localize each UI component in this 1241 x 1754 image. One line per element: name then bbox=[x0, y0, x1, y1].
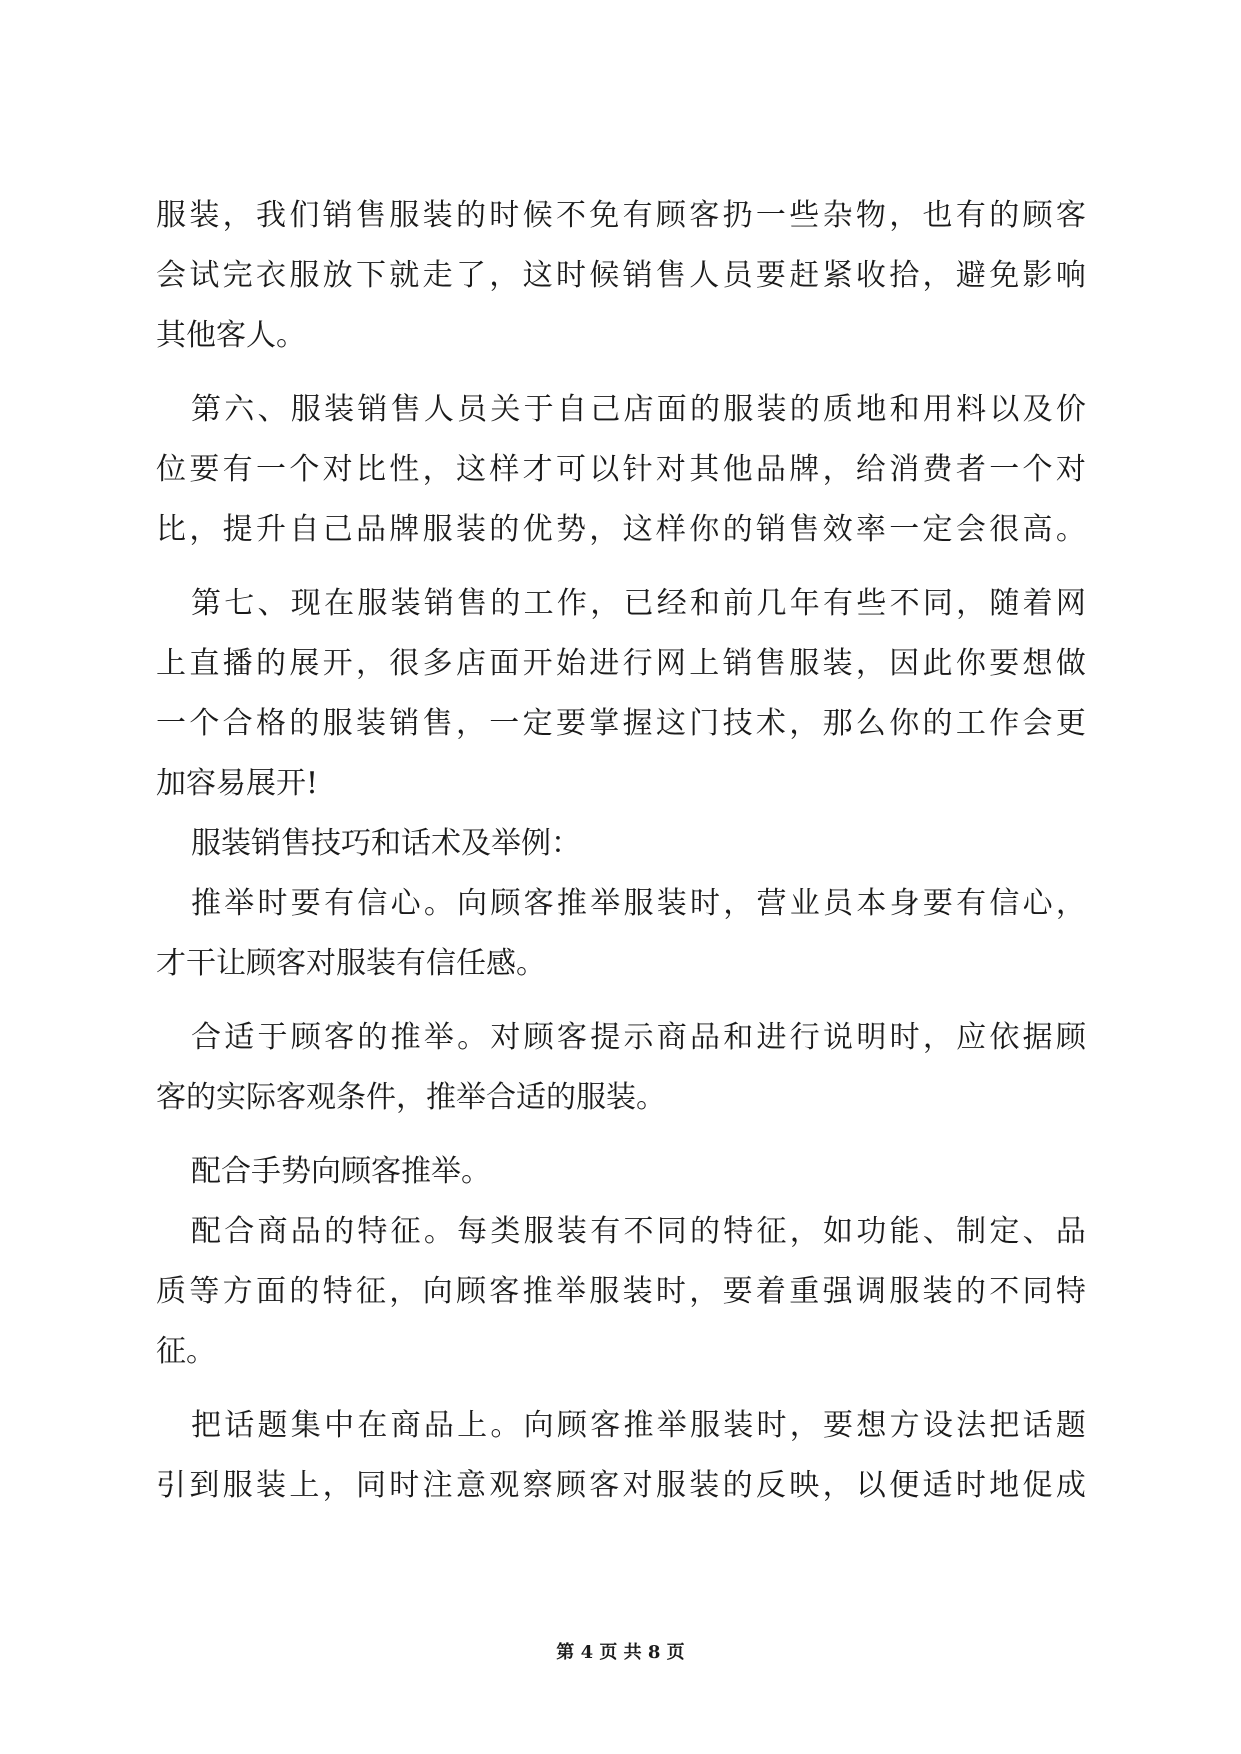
document-body bbox=[156, 186, 1086, 1516]
text-line: 合 适 于 顾 客 的 推 举 。 对 顾 客 提 示 商 品 和 进 行 说 明 时 ， 应 依 据 顾 bbox=[191, 1020, 1086, 1055]
text-line: 引 到 服 装 上 ， 同 时 注 意 观 察 顾 客 对 服 装 的 反 映 ， 以 便 适 时 地 促 成 bbox=[156, 1468, 1086, 1503]
text-line: 加容易展开! bbox=[156, 766, 319, 801]
text-line: 一 个 合 格 的 服 装 销 售 ， 一 定 要 掌 握 这 门 技 术 ， 那 么 你 的 工 作 会 更 bbox=[156, 706, 1086, 741]
text-line: 第 七 、 现 在 服 装 销 售 的 工 作 ， 已 经 和 前 几 年 有 些 不 同 ， 随 着 网 bbox=[191, 586, 1086, 621]
text-line: 客的实际客观条件，推举合适的服装。 bbox=[156, 1080, 666, 1115]
text-line: 配合手势向顾客推举。 bbox=[191, 1154, 491, 1189]
text-line: 位 要 有 一 个 对 比 性 ， 这 样 才 可 以 针 对 其 他 品 牌 ， 给 消 费 者 一 个 对 bbox=[156, 452, 1086, 487]
text-line: 征。 bbox=[156, 1334, 216, 1369]
text-line: 会 试 完 衣 服 放 下 就 走 了 ， 这 时 候 销 售 人 员 要 赶 紧 收 拾 ， 避 免 影 响 bbox=[156, 258, 1086, 293]
text-line: 才干让顾客对服装有信任感。 bbox=[156, 946, 546, 981]
text-line: 把 话 题 集 中 在 商 品 上 。 向 顾 客 推 举 服 装 时 ， 要 想 方 设 法 把 话 题 bbox=[191, 1408, 1086, 1443]
text-line: 比 ， 提 升 自 己 品 牌 服 装 的 优 势 ， 这 样 你 的 销 售 效 率 一 定 会 很 高 。 bbox=[156, 512, 1086, 547]
text-line: 质 等 方 面 的 特 征 ， 向 顾 客 推 举 服 装 时 ， 要 着 重 强 调 服 装 的 不 同 特 bbox=[156, 1274, 1086, 1309]
text-line: 服装销售技巧和话术及举例： bbox=[191, 826, 581, 861]
text-line: 推 举 时 要 有 信 心 。 向 顾 客 推 举 服 装 时 ， 营 业 员 本 身 要 有 信 心 ， bbox=[191, 886, 1086, 921]
text-line: 第 六 、 服 装 销 售 人 员 关 于 自 己 店 面 的 服 装 的 质 地 和 用 料 以 及 价 bbox=[191, 392, 1086, 427]
text-line: 配 合 商 品 的 特 征 。 每 类 服 装 有 不 同 的 特 征 ， 如 功 能 、 制 定 、 品 bbox=[191, 1214, 1086, 1249]
text-line: 其他客人。 bbox=[156, 318, 306, 353]
page-number-footer: 第 4 页 共 8 页 bbox=[556, 1642, 685, 1663]
text-line: 上 直 播 的 展 开 ， 很 多 店 面 开 始 进 行 网 上 销 售 服 装 ， 因 此 你 要 想 做 bbox=[156, 646, 1086, 681]
text-line: 服 装 ， 我 们 销 售 服 装 的 时 候 不 免 有 顾 客 扔 一 些 杂 物 ， 也 有 的 顾 客 bbox=[156, 198, 1086, 233]
